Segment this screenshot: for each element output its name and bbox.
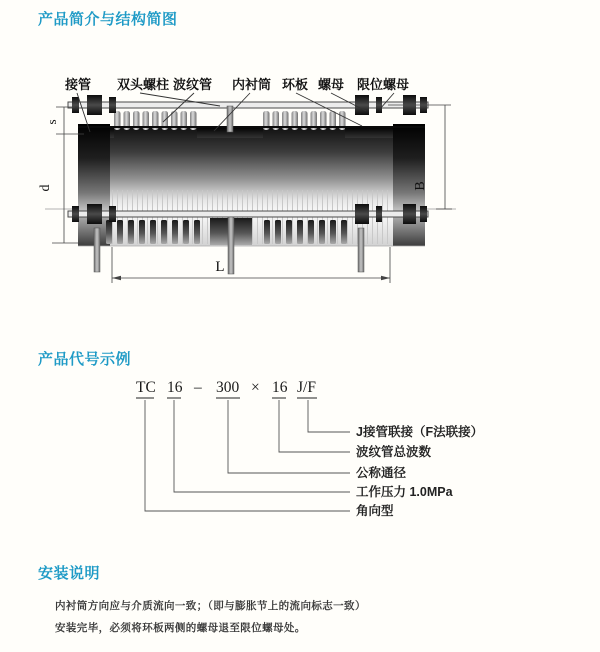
- code-segment-dn: 300: [216, 379, 240, 396]
- code-callout-lines: [145, 400, 350, 511]
- dim-label-L: L: [215, 259, 225, 275]
- callout-dn: 公称通径: [356, 466, 407, 480]
- dim-arrow-right: [381, 276, 390, 281]
- part-label-bellows: 波纹管: [173, 77, 213, 92]
- tie-rod-bottom: [68, 211, 428, 217]
- dim-label-B: B: [413, 181, 428, 191]
- code-callout-labels: [356, 424, 483, 518]
- part-label-limit-nut: 限位螺母: [357, 77, 410, 92]
- code-segment-type: TC: [136, 379, 156, 396]
- part-label-liner: 内衬筒: [232, 77, 272, 92]
- dim-arrow-left: [112, 276, 121, 281]
- product-code: [136, 379, 316, 396]
- section-title-install: 安装说明: [38, 565, 101, 582]
- part-label-stud: 双头螺柱: [117, 77, 170, 92]
- callout-pressure: 工作压力 1.0MPa: [356, 485, 453, 499]
- code-segment-times: ×: [251, 379, 260, 396]
- callout-waves: 波纹管总波数: [356, 445, 432, 459]
- dim-label-s: s: [44, 119, 59, 125]
- bellows-bottom-left: [106, 220, 200, 244]
- part-label-ring-plate: 环板: [282, 77, 309, 92]
- dim-label-d: d: [38, 184, 53, 192]
- section-title-intro: 产品简介与结构简图: [38, 11, 178, 28]
- code-segment-pressure: 16: [167, 379, 183, 396]
- tie-rod-top: [68, 102, 428, 108]
- part-labels: [64, 77, 409, 92]
- install-note-line-2: 安装完毕，必须将环板两侧的螺母退至限位螺母处。: [55, 622, 306, 634]
- part-label-nut: 螺母: [318, 77, 345, 92]
- callout-type: 角向型: [356, 504, 394, 518]
- code-segment-waves: 16: [272, 379, 288, 396]
- end-pipe-right: [393, 124, 425, 210]
- callout-connection: J接管联接（F法联接）: [356, 425, 484, 439]
- section-title-code: 产品代号示例: [38, 351, 132, 368]
- part-label-jieguan: 接管: [65, 77, 92, 92]
- code-segment-conn: J/F: [297, 379, 316, 396]
- code-segment-dash: –: [194, 379, 202, 396]
- install-note-line-1: 内衬筒方向应与介质流向一致；（即与膨胀节上的流向标志一致）: [55, 600, 366, 612]
- end-pipe-left: [78, 124, 110, 210]
